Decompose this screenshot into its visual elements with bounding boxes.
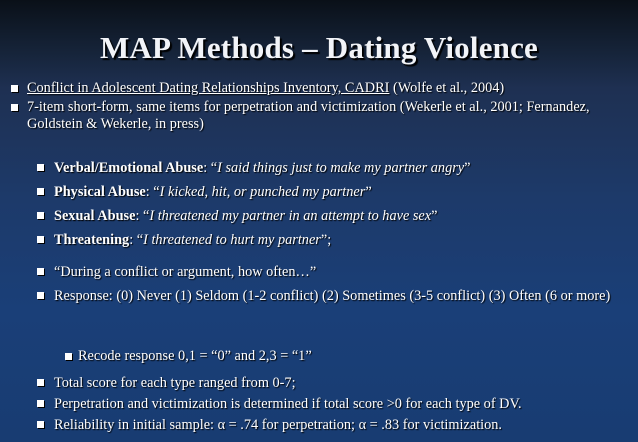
- slide-title: MAP Methods – Dating Violence: [99, 30, 539, 65]
- list-item: [10, 80, 630, 97]
- square-bullet-icon: [37, 268, 44, 275]
- abuse-type-label: Sexual Abuse: [54, 208, 136, 224]
- square-bullet-icon: [37, 292, 44, 299]
- list-item: [36, 286, 628, 306]
- list-item: [36, 262, 628, 282]
- list-item: Verbal/Emotional Abuse: “I said things just to make my partner angry”: [36, 156, 626, 180]
- short-form-text: 7-item short-form, same items for perpetration and victimization (Wekerle et al., 2001; Fernandez, Goldstein & Wekerle, in press): [27, 99, 590, 132]
- list-item: [64, 348, 624, 365]
- list-item: [36, 373, 632, 394]
- recode-text: Recode response 0,1 = “0” and 2,3 = “1”: [78, 348, 312, 364]
- list-item: [36, 415, 632, 436]
- citation-text: (Wolfe et al., 2004): [389, 80, 505, 96]
- square-bullet-icon: [37, 164, 44, 171]
- determination-text: Perpetration and victimization is determined if total score >0 for each type of DV.: [54, 396, 522, 412]
- bottom-bullet-list: [36, 373, 632, 436]
- square-bullet-icon: [37, 236, 44, 243]
- score-range-text: Total score for each type ranged from 0-7;: [54, 375, 296, 391]
- list-item: Physical Abuse: “I kicked, hit, or punched my partner”: [36, 180, 626, 204]
- question-list: [36, 262, 628, 306]
- square-bullet-icon: [11, 104, 18, 111]
- square-bullet-icon: [37, 421, 44, 428]
- abuse-type-label: Physical Abuse: [54, 184, 146, 200]
- abuse-example: I said things just to make my partner angry: [217, 160, 465, 176]
- list-item: Threatening: “I threatened to hurt my partner”;: [36, 228, 626, 252]
- top-bullet-list: [10, 80, 630, 133]
- square-bullet-icon: [11, 85, 18, 92]
- reliability-text: Reliability in initial sample: α = .74 for perpetration; α = .83 for victimization.: [54, 417, 503, 433]
- cadri-link[interactable]: Conflict in Adolescent Dating Relationships Inventory, CADRI: [27, 80, 390, 96]
- square-bullet-icon: [37, 379, 44, 386]
- question-stem: “During a conflict or argument, how often…”: [54, 264, 317, 280]
- square-bullet-icon: [37, 212, 44, 219]
- abuse-type-label: Threatening: [54, 232, 130, 248]
- recode-list: [64, 348, 624, 365]
- response-scale: Response: (0) Never (1) Seldom (1-2 conflict) (2) Sometimes (3-5 conflict) (3) Often (6 or more): [54, 288, 611, 304]
- abuse-example: I threatened my partner in an attempt to have sex: [149, 208, 432, 224]
- abuse-example: I threatened to hurt my partner: [143, 232, 321, 248]
- list-item: Sexual Abuse: “I threatened my partner in an attempt to have sex”: [36, 204, 626, 228]
- list-item: [36, 394, 632, 415]
- abuse-type-label: Verbal/Emotional Abuse: [54, 160, 204, 176]
- abuse-type-list: [36, 156, 626, 252]
- square-bullet-icon: [65, 353, 72, 360]
- square-bullet-icon: [37, 400, 44, 407]
- square-bullet-icon: [37, 188, 44, 195]
- list-item: [10, 99, 630, 133]
- abuse-example: I kicked, hit, or punched my partner: [159, 184, 366, 200]
